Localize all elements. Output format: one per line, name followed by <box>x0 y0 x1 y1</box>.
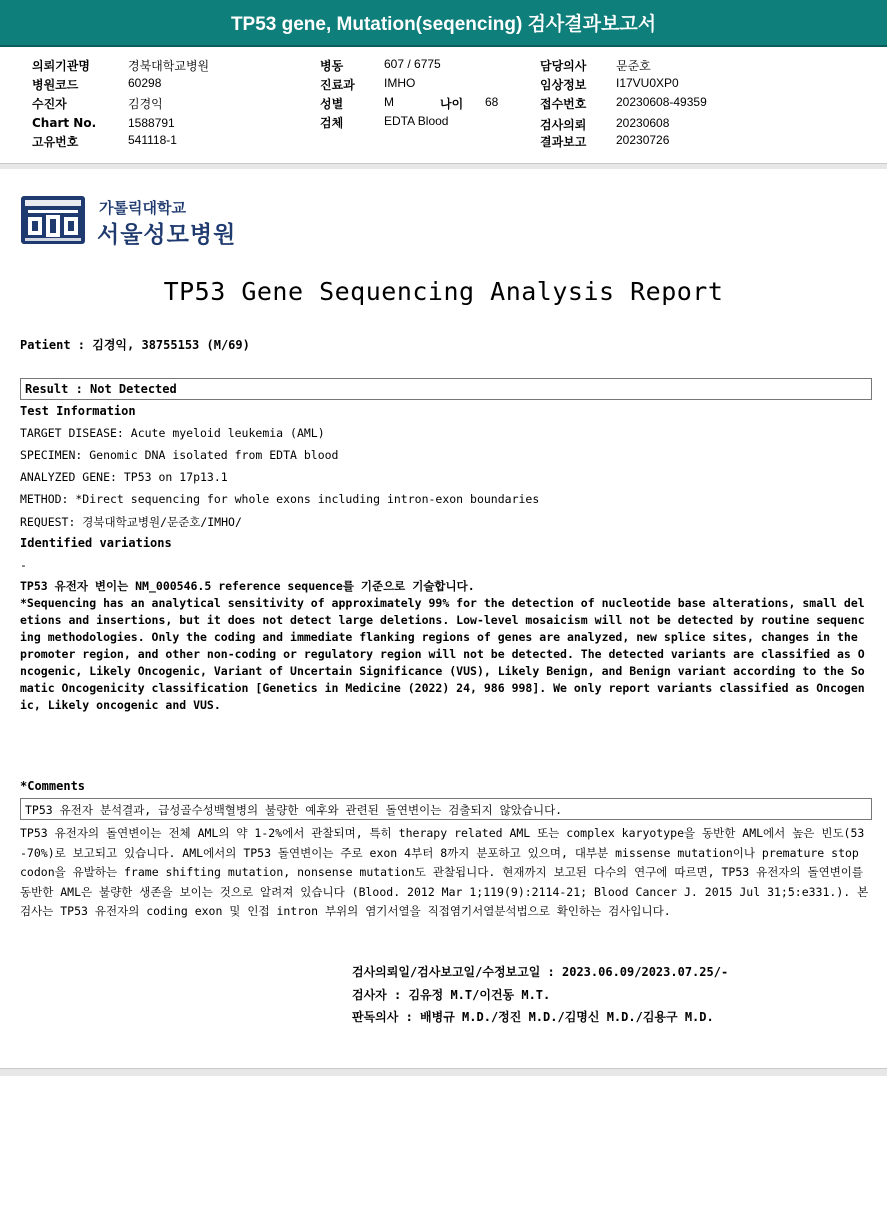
value-doctor: 문준호 <box>616 59 651 73</box>
top-divider <box>0 163 887 169</box>
sequencing-disclaimer: *Sequencing has an analytical sensitivity of approximately 99% for the detection of nucleotide base alterations, small deletions and insertions, but it does not detect large deletions. Low-level mosaicism will not be detected by routine sequencing methodologies. Only the coding and immediate flanking regions of genes are analyzed, new splice sites, changes in the promoter region, and other non-coding or regulatory region will not be detected. The detected variants are classified as Oncogenic, Likely Oncogenic, Variant of Uncertain Significance (VUS), Likely Benign, and Benign variant according to the Somatic Oncogenicity classification [Genetics in Medicine (2022) 24, 986 998]. We only report variants classified as Oncogenic, Likely oncogenic and VUS. <box>20 596 865 712</box>
value-department: IMHO <box>384 76 416 90</box>
value-clinical-info: I17VU0XP0 <box>616 76 679 90</box>
physician-line: 판독의사 : 배병규 M.D./정진 M.D./김명신 M.D./김용구 M.D. <box>352 1010 714 1024</box>
label-request-date: 검사의뢰 <box>540 118 587 132</box>
label-specimen: 검체 <box>320 116 344 130</box>
label-patient-name: 수진자 <box>32 97 67 111</box>
value-hospital-code: 60298 <box>128 76 162 90</box>
value-report-date: 20230726 <box>616 133 670 147</box>
value-sex: M <box>384 95 394 109</box>
identified-variations-value: - <box>20 558 27 572</box>
reference-sequence-line: TP53 유전자 변이는 NM_000546.5 reference sequence를 기준으로 기술합니다. <box>20 579 475 593</box>
value-request-date: 20230608 <box>616 116 670 130</box>
value-institution: 경북대학교병원 <box>128 59 210 73</box>
report-header-title: TP53 gene, Mutation(seqencing) 검사결과보고서 <box>0 0 887 47</box>
report-title: TP53 Gene Sequencing Analysis Report <box>163 277 724 306</box>
report-dates-line: 검사의뢰일/검사보고일/수정보고일 : 2023.06.09/2023.07.25/- <box>352 965 729 979</box>
label-institution: 의뢰기관명 <box>32 59 90 73</box>
comment-body: TP53 유전자의 돌연변이는 전체 AML의 약 1-2%에서 관찰되며, 특히 therapy related AML 또는 complex karyotype을 동반한 AML에서 높은 빈도(53-70%)로 보고되고 있습니다. AML에서의 TP53 돌연변이는 주로 exon 4부터 8까지 분포하고 있으며, 대부분 missense mutation이나 premature stop codon을 유발하는 frame shifting mutation, nonsense mutation도 관찰됩니다. 현재까지 보고된 다수의 연구에 따르면, TP53 유전자의 돌연변이를 동반한 AML은 불량한 생존을 보이는 것으로 알려져 있습니다 (Blood. 2012 Mar 1;119(9):2114-21; Blood Cancer J. 2015 Jul 31;5:e331.). 본 검사는 TP53 유전자의 coding exon 및 인접 intron 부위의 염기서열을 직접염기서열분석법으로 확인하는 검사입니다. <box>20 826 869 918</box>
target-disease-line: TARGET DISEASE: Acute myeloid leukemia (AML) <box>20 426 325 440</box>
bottom-divider <box>0 1068 887 1076</box>
label-sex: 성별 <box>320 97 344 111</box>
result-box: Result : Not Detected <box>20 378 872 400</box>
value-chart-no: 1588791 <box>128 116 175 130</box>
label-clinical-info: 임상정보 <box>540 78 587 92</box>
test-info-heading: Test Information <box>20 404 136 418</box>
identified-variations-heading: Identified variations <box>20 536 172 550</box>
value-receipt-no: 20230608-49359 <box>616 95 707 109</box>
comments-heading: *Comments <box>20 779 86 793</box>
hospital-emblem-icon <box>20 195 86 245</box>
value-specimen: EDTA Blood <box>384 114 449 128</box>
label-receipt-no: 접수번호 <box>540 97 587 111</box>
patient-line: Patient : 김경익, 38755153 (M/69) <box>20 338 250 352</box>
technician-line: 검사자 : 김유정 M.T/이건동 M.T. <box>352 988 551 1002</box>
label-ward: 병동 <box>320 59 344 73</box>
label-unique-no: 고유번호 <box>32 135 79 149</box>
request-line: REQUEST: 경북대학교병원/문준호/IMHO/ <box>20 515 242 529</box>
label-age: 나이 <box>440 97 464 111</box>
comment-summary-box: TP53 유전자 분석결과, 급성골수성백혈병의 불량한 예후와 관련된 돌연변이는 검출되지 않았습니다. <box>20 798 872 820</box>
label-doctor: 담당의사 <box>540 59 587 73</box>
label-department: 진료과 <box>320 78 355 92</box>
method-line: METHOD: *Direct sequencing for whole exons including intron-exon boundaries <box>20 492 540 506</box>
label-hospital-code: 병원코드 <box>32 78 79 92</box>
label-report-date: 결과보고 <box>540 135 587 149</box>
value-ward: 607 / 6775 <box>384 57 441 71</box>
specimen-line: SPECIMEN: Genomic DNA isolated from EDTA blood <box>20 448 339 462</box>
value-patient-name: 김경익 <box>128 97 163 111</box>
logo-hospital-name: 서울성모병원 <box>97 222 237 248</box>
analyzed-gene-line: ANALYZED GENE: TP53 on 17p13.1 <box>20 470 228 484</box>
value-unique-no: 541118-1 <box>128 133 177 147</box>
patient-info-panel <box>0 54 887 150</box>
value-age: 68 <box>485 95 499 109</box>
logo-university-name: 가톨릭대학교 <box>99 199 186 217</box>
label-chart-no: Chart No. <box>32 116 97 130</box>
